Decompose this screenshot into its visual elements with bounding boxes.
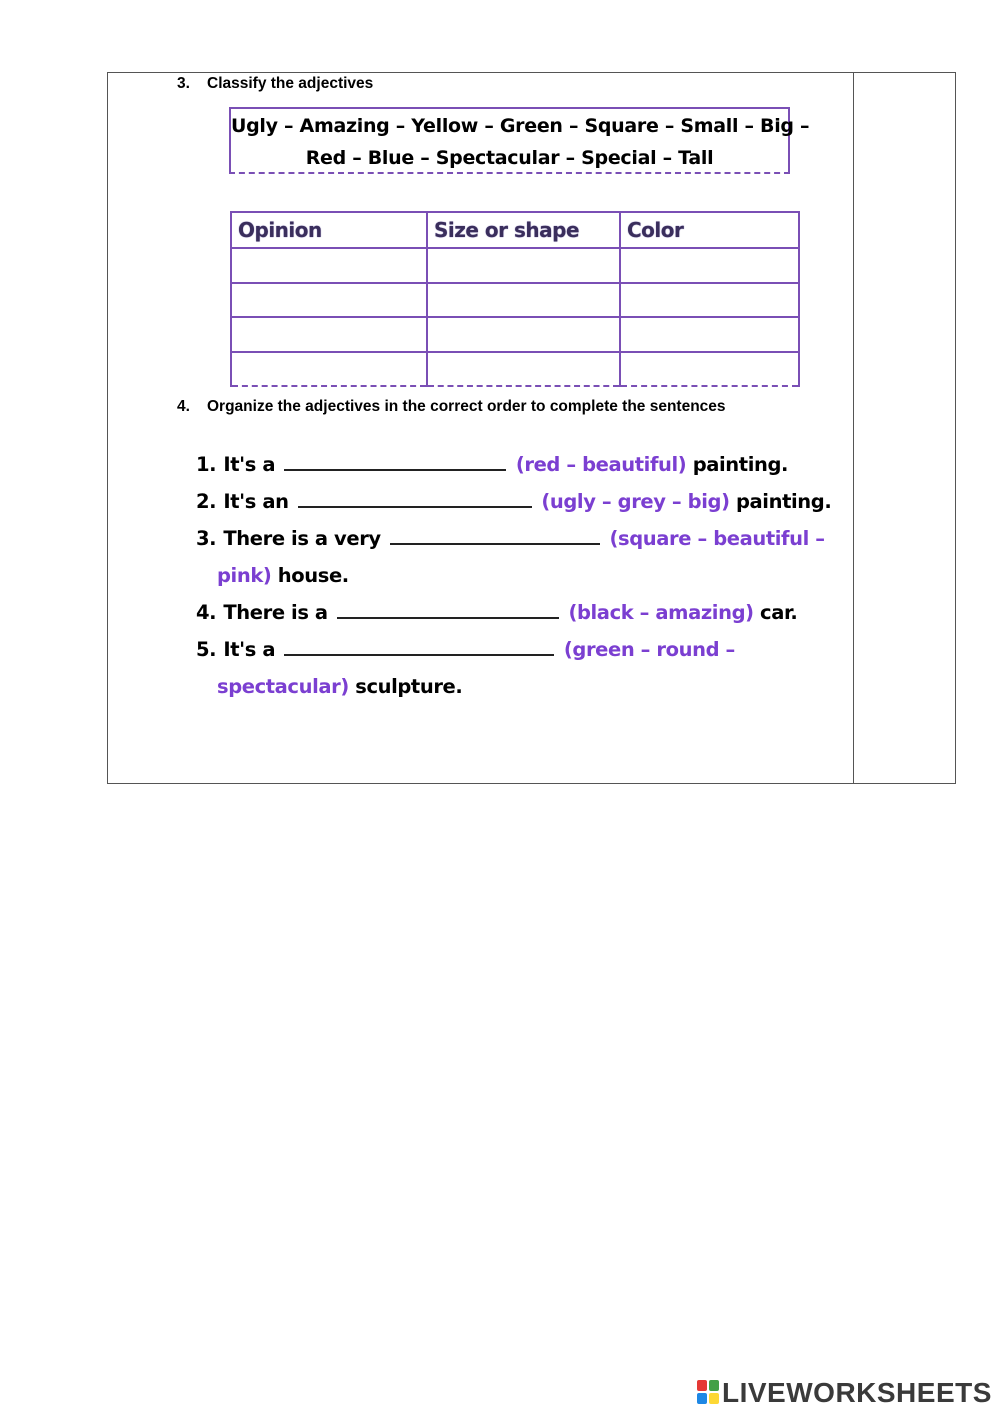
sentence-text: It's an bbox=[223, 490, 289, 513]
sentence-3 bbox=[196, 527, 825, 550]
sentence-number: 4. bbox=[196, 601, 217, 624]
question-4-heading bbox=[177, 398, 726, 416]
sentence-ending: sculpture. bbox=[355, 675, 463, 698]
answer-blank-1[interactable] bbox=[284, 453, 506, 471]
adjective-hint: (black – amazing) bbox=[568, 601, 754, 624]
sentence-4 bbox=[196, 601, 797, 624]
sentence-ending: painting. bbox=[735, 490, 832, 513]
liveworksheets-logo-icon bbox=[697, 1380, 719, 1404]
word-bank-line-1: Ugly – Amazing – Yellow – Green – Square – Small – Big – bbox=[231, 115, 810, 137]
word-bank-line-2: Red – Blue – Spectacular – Special – Tall bbox=[305, 147, 714, 169]
classification-table bbox=[230, 211, 800, 387]
table-row bbox=[231, 352, 799, 387]
sentence-2 bbox=[196, 490, 831, 513]
sentence-number: 5. bbox=[196, 638, 217, 661]
answer-cell-size[interactable] bbox=[427, 283, 620, 318]
answer-blank-4[interactable] bbox=[337, 601, 559, 619]
answer-cell-color[interactable] bbox=[620, 352, 799, 387]
sentence-ending: house. bbox=[277, 564, 349, 587]
answer-cell-color[interactable] bbox=[620, 317, 799, 352]
question-4-number: 4. bbox=[177, 398, 190, 415]
sentence-3-continued bbox=[217, 564, 349, 587]
question-3-title: Classify the adjectives bbox=[207, 75, 374, 92]
sentence-ending: painting. bbox=[692, 453, 789, 476]
sentence-ending: car. bbox=[760, 601, 798, 624]
sentence-number: 3. bbox=[196, 527, 217, 550]
adjective-hint: (ugly – grey – big) bbox=[541, 490, 730, 513]
sentence-1 bbox=[196, 453, 788, 476]
adjective-hint: spectacular) bbox=[217, 675, 349, 698]
question-4-title: Organize the adjectives in the correct order to complete the sentences bbox=[207, 398, 726, 415]
sentence-text: There is a very bbox=[223, 527, 381, 550]
sentence-text: It's a bbox=[223, 453, 276, 476]
header-size-or-shape: Size or shape bbox=[427, 212, 620, 248]
answer-cell-color[interactable] bbox=[620, 283, 799, 318]
sentence-5-continued bbox=[217, 675, 462, 698]
answer-cell-size[interactable] bbox=[427, 352, 620, 387]
answer-cell-opinion[interactable] bbox=[231, 317, 427, 352]
frame-column-divider bbox=[853, 72, 854, 784]
header-color: Color bbox=[620, 212, 799, 248]
table-row bbox=[231, 248, 799, 283]
answer-cell-opinion[interactable] bbox=[231, 248, 427, 283]
word-bank bbox=[229, 107, 810, 174]
sentence-number: 2. bbox=[196, 490, 217, 513]
liveworksheets-logo bbox=[697, 1378, 992, 1408]
answer-cell-opinion[interactable] bbox=[231, 283, 427, 318]
adjective-hint: (square – beautiful – bbox=[609, 527, 825, 550]
answer-cell-color[interactable] bbox=[620, 248, 799, 283]
answer-blank-2[interactable] bbox=[298, 490, 532, 508]
answer-blank-5[interactable] bbox=[284, 638, 554, 656]
sentence-5 bbox=[196, 638, 735, 661]
answer-cell-size[interactable] bbox=[427, 248, 620, 283]
adjective-hint: (green – round – bbox=[563, 638, 735, 661]
answer-blank-3[interactable] bbox=[390, 527, 600, 545]
liveworksheets-logo-text: LIVEWORKSHEETS bbox=[722, 1377, 992, 1408]
question-3-number: 3. bbox=[177, 75, 190, 92]
sentence-number: 1. bbox=[196, 453, 217, 476]
adjective-hint: pink) bbox=[217, 564, 272, 587]
sentence-text: There is a bbox=[223, 601, 328, 624]
table-row bbox=[231, 283, 799, 318]
header-opinion: Opinion bbox=[231, 212, 427, 248]
answer-cell-size[interactable] bbox=[427, 317, 620, 352]
table-row bbox=[231, 317, 799, 352]
sentence-text: It's a bbox=[223, 638, 276, 661]
adjective-hint: (red – beautiful) bbox=[515, 453, 687, 476]
question-3-heading bbox=[177, 75, 373, 93]
answer-cell-opinion[interactable] bbox=[231, 352, 427, 387]
table-header-row bbox=[231, 212, 799, 248]
